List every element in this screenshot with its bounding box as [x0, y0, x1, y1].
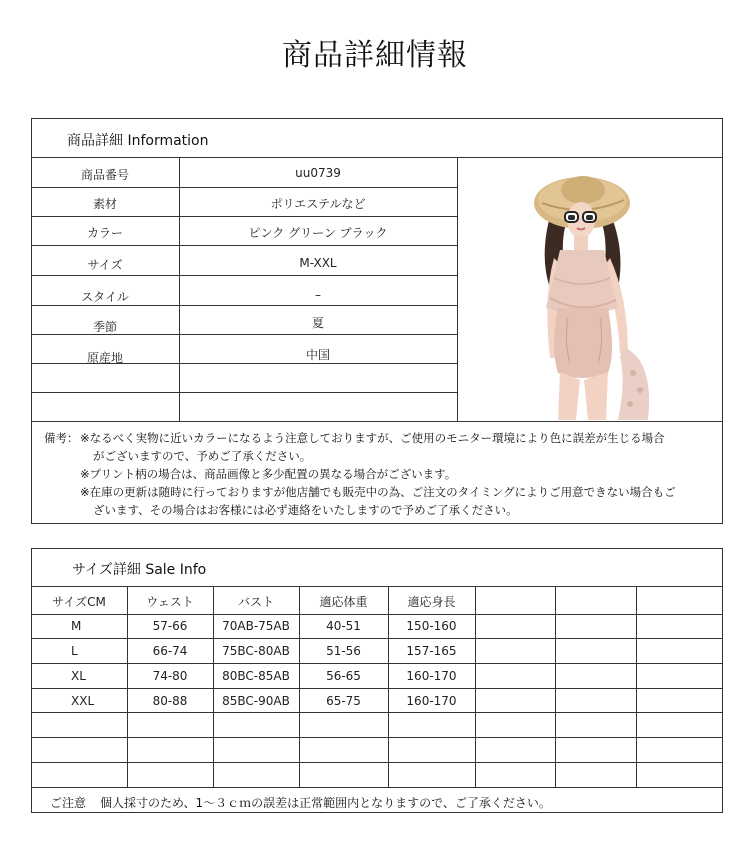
- size-row-l-weight: 51-56: [326, 644, 361, 658]
- header-waist: ウェスト: [146, 595, 194, 609]
- size-row-xl-bust: 80BC-85AB: [222, 669, 290, 683]
- size-row-xxl-weight: 65-75: [326, 694, 361, 708]
- remarks-line-3b: ざいます、その場合はお客様には必ず連絡をいたしますので予めご了承ください。: [93, 503, 518, 517]
- size-row-l-waist: 66-74: [152, 644, 188, 658]
- label-color: カラー: [86, 226, 123, 240]
- size-row-xl-size: XL: [71, 669, 86, 683]
- size-row-m-bust: 70AB-75AB: [222, 619, 290, 633]
- size-row-xxl-size: XXL: [71, 694, 95, 708]
- value-color: ピンク グリーン ブラック: [248, 226, 388, 240]
- size-row-xl-height: 160-170: [406, 669, 457, 683]
- value-size: M-XXL: [299, 256, 337, 270]
- value-material: ポリエステルなど: [270, 197, 366, 211]
- size-row-l-height: 157-165: [406, 644, 457, 658]
- page-title: 商品詳細情報: [282, 38, 468, 73]
- size-row-xxl-waist: 80-88: [152, 694, 188, 708]
- remarks-line-1b: がございますので、予めご了承ください。: [93, 449, 312, 463]
- size-row-xxl-height: 160-170: [406, 694, 457, 708]
- size-row-xxl-bust: 85BC-90AB: [222, 694, 290, 708]
- caution-label: ご注意: [50, 796, 87, 810]
- value-style: –: [315, 288, 321, 302]
- value-origin: 中国: [305, 348, 330, 362]
- size-row-l-size: L: [71, 644, 78, 658]
- size-row-m-height: 150-160: [406, 619, 457, 633]
- label-size: サイズ: [87, 258, 123, 272]
- header-size: サイズCM: [52, 595, 106, 609]
- size-row-m-waist: 57-66: [152, 619, 188, 633]
- remarks-prefix: 備考：: [44, 431, 79, 445]
- label-season: 季節: [92, 320, 117, 334]
- header-bust: バスト: [237, 595, 274, 609]
- product-photo: [458, 158, 722, 420]
- label-material: 素材: [92, 197, 117, 211]
- label-origin: 原産地: [86, 351, 123, 365]
- size-row-xl-weight: 56-65: [326, 669, 361, 683]
- remarks-line-3: ※在庫の更新は随時に行っておりますが他店舗でも販売中の為、ご注文のタイミングによりご用意できない場合もご: [80, 485, 676, 499]
- size-row-l-bust: 75BC-80AB: [222, 644, 290, 658]
- header-height: 適応身長: [407, 595, 456, 609]
- header-weight: 適応体重: [319, 595, 368, 609]
- remarks-line-1: ※なるべく実物に近いカラーになるよう注意しておりますが、ご使用のモニター環境により色に誤差が生じる場合: [80, 431, 665, 445]
- value-product-number: uu0739: [295, 166, 341, 180]
- value-season: 夏: [311, 316, 324, 330]
- size-heading: サイズ詳細 Sale Info: [72, 562, 207, 578]
- size-row-m-size: M: [71, 619, 82, 633]
- caution-text: 個人採寸のため、1～３ｃｍの誤差は正常範囲内となりますので、ご了承ください。: [100, 796, 551, 810]
- size-row-m-weight: 40-51: [326, 619, 361, 633]
- label-style: スタイル: [81, 290, 129, 304]
- remarks-line-2: ※プリント柄の場合は、商品画像と多少配置の異なる場合がございます。: [80, 467, 457, 481]
- details-heading: 商品詳細 Information: [67, 133, 209, 149]
- label-product-number: 商品番号: [80, 168, 129, 182]
- size-row-xl-waist: 74-80: [152, 669, 188, 683]
